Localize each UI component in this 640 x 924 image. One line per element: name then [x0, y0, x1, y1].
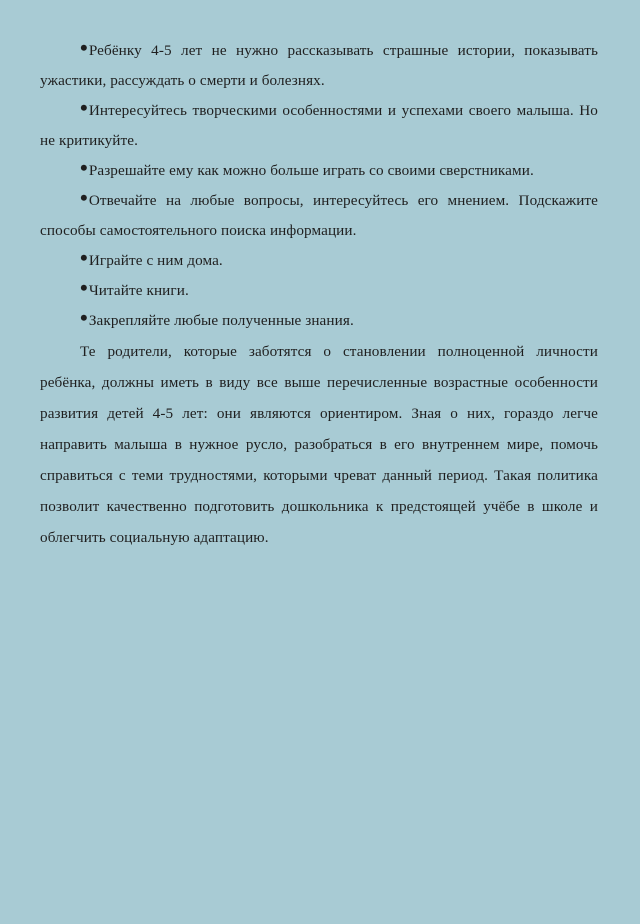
bullet-item-4: •Отвечайте на любые вопросы, интересуйтесь его мнением. Подскажите способы самостоятельного поиска информации.	[40, 185, 598, 239]
bullet-text: Интересуйтесь творческими особенностями и успехами своего малыша. Но не критикуйте.	[40, 102, 598, 149]
bullet-item-7: •Закрепляйте любые полученные знания.	[80, 305, 354, 330]
bullet-text: Читайте книги.	[88, 282, 189, 299]
bullet-item-3: •Разрешайте ему как можно больше играть со своими сверстниками.	[80, 155, 534, 180]
bullet-item-5: •Играйте с ним дома.	[80, 245, 223, 270]
bullet-text: Разрешайте ему как можно больше играть со своими сверстниками.	[88, 162, 534, 179]
bullet-item-1: •Ребёнку 4-5 лет не нужно рассказывать страшные истории, показывать ужастики, рассуждать о смерти и болезнях.	[40, 35, 598, 89]
bullet-item-2: •Интересуйтесь творческими особенностями и успехами своего малыша. Но не критикуйте.	[40, 95, 598, 149]
summary-paragraph: Те родители, которые заботятся о становлении полноценной личности ребёнка, должны иметь в виду все выше перечисленные возрастные особенности развития детей 4-5 лет: они являются ориентиром. Зная о них, гораздо легче направить малыша в нужное русло, разобраться в его внутреннем мире, помочь справиться с теми трудностями, которыми чреват данный период. Такая политика позволит качественно подготовить дошкольника к предстоящей учёбе в школе и облегчить социальную адаптацию.	[40, 343, 598, 546]
bullet-text: Закрепляйте любые полученные знания.	[88, 312, 354, 329]
bullet-text: Отвечайте на любые вопросы, интересуйтесь его мнением. Подскажите способы самостоятельного поиска информации.	[40, 192, 598, 239]
text-content	[40, 36, 598, 553]
bullet-text: Ребёнку 4-5 лет не нужно рассказывать страшные истории, показывать ужастики, рассуждать о смерти и болезнях.	[40, 42, 598, 89]
bullet-text: Играйте с ним дома.	[88, 252, 223, 269]
bullet-item-6: •Читайте книги.	[80, 275, 189, 300]
